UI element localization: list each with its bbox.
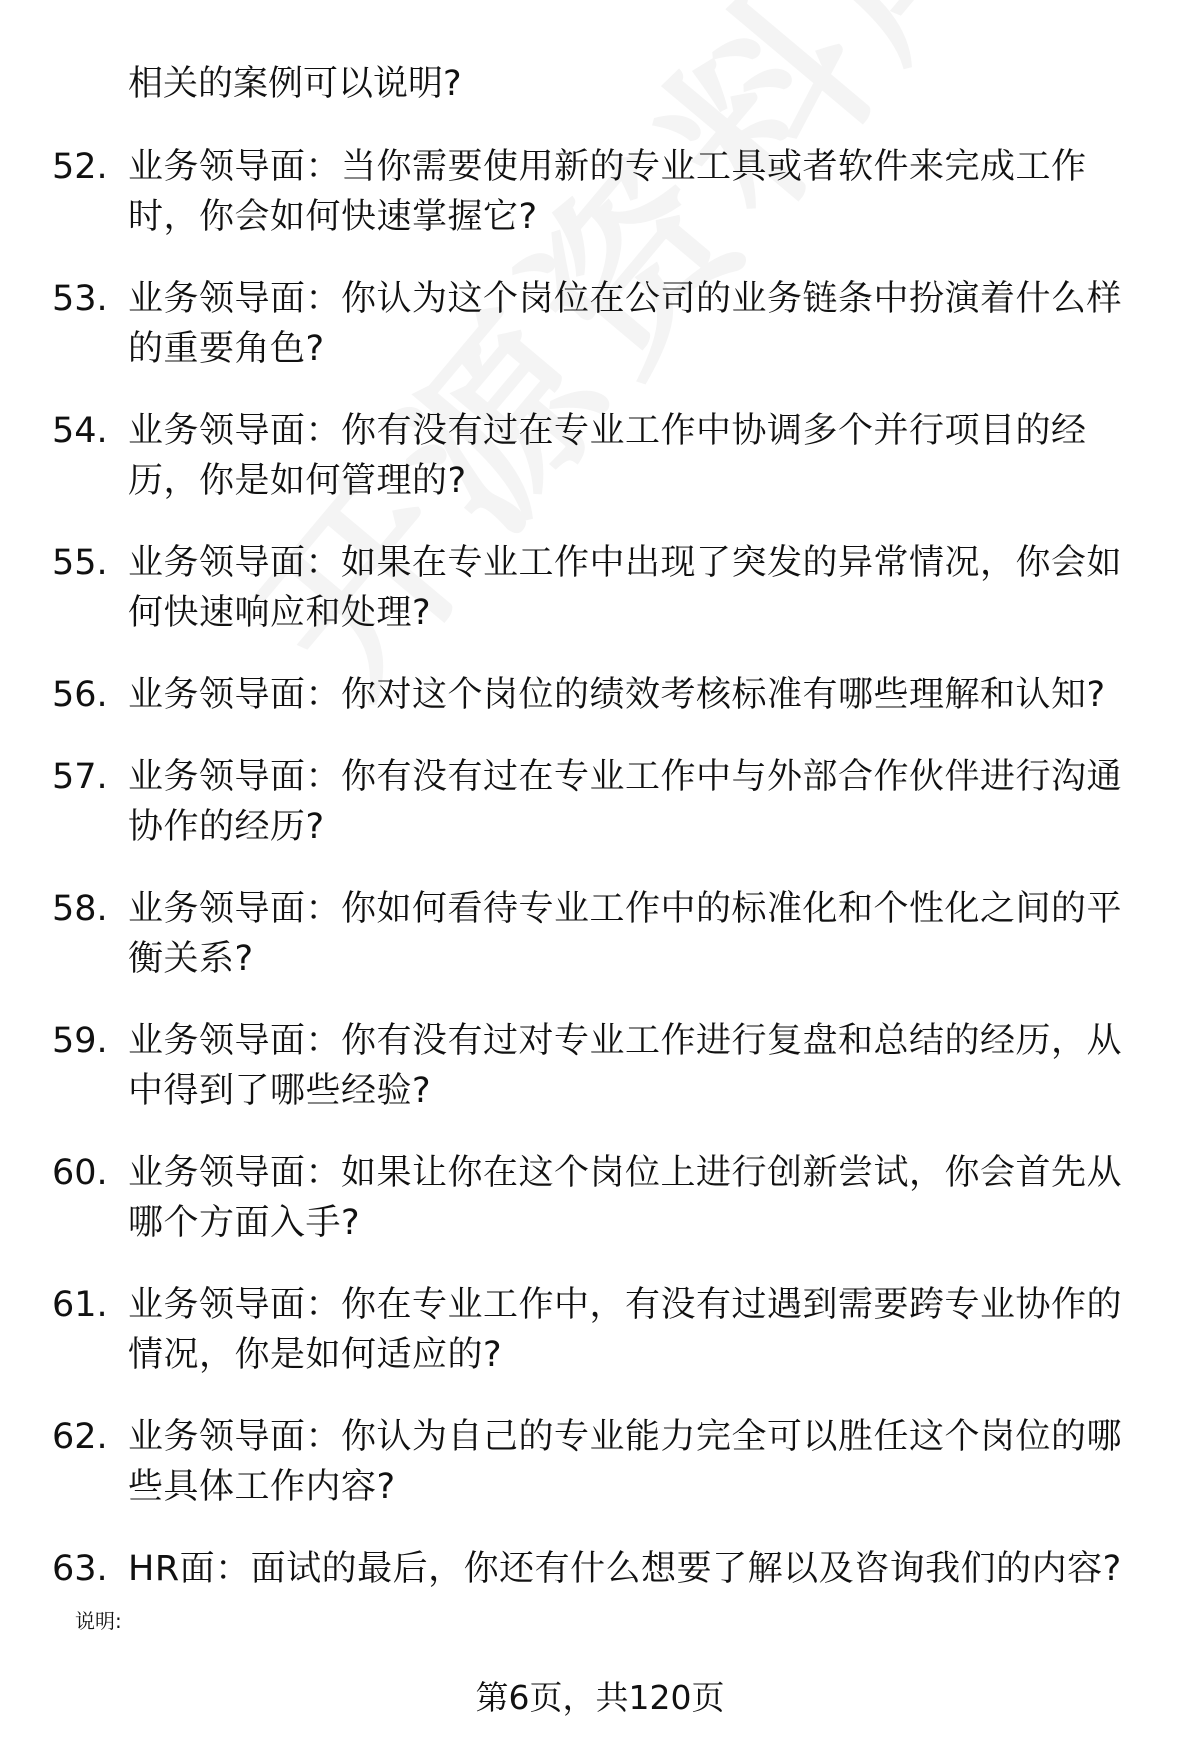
question-item [0, 406, 1200, 506]
question-number: 56. [52, 675, 108, 715]
question-list [0, 58, 1200, 1594]
question-text: 业务领导面：你在专业工作中，有没有过遇到需要跨专业协作的情况，你是如何适应的? [128, 1285, 1123, 1375]
question-item [0, 884, 1200, 984]
question-text: HR面：面试的最后，你还有什么想要了解以及咨询我们的内容? [128, 1549, 1122, 1589]
question-text: 业务领导面：你如何看待专业工作中的标准化和个性化之间的平衡关系? [128, 889, 1123, 979]
question-text: 业务领导面：你认为这个岗位在公司的业务链条中扮演着什么样的重要角色? [128, 279, 1123, 369]
question-item [0, 142, 1200, 242]
continuation-text: 相关的案例可以说明? [128, 64, 462, 104]
question-number: 55. [52, 543, 108, 583]
question-item [0, 752, 1200, 852]
question-number: 58. [52, 889, 108, 929]
question-item [0, 670, 1200, 720]
question-number: 57. [52, 757, 108, 797]
question-item [0, 1280, 1200, 1380]
question-number: 54. [52, 411, 108, 451]
question-number: 61. [52, 1285, 108, 1325]
question-number: 52. [52, 147, 108, 187]
question-text: 业务领导面：你有没有过在专业工作中与外部合作伙伴进行沟通协作的经历? [128, 757, 1123, 847]
question-item [0, 538, 1200, 638]
question-number: 63. [52, 1549, 108, 1589]
question-text: 业务领导面：你对这个岗位的绩效考核标准有哪些理解和认知? [128, 675, 1106, 715]
question-item [0, 1148, 1200, 1248]
question-item [0, 274, 1200, 374]
question-text: 业务领导面：你有没有过对专业工作进行复盘和总结的经历，从中得到了哪些经验? [128, 1021, 1123, 1111]
question-item [0, 1016, 1200, 1116]
note-label: 说明: [75, 1609, 122, 1633]
page-footer: 第6页，共120页 [475, 1678, 725, 1717]
question-item [0, 1544, 1200, 1594]
question-item [0, 1412, 1200, 1512]
question-text: 业务领导面：你有没有过在专业工作中协调多个并行项目的经历，你是如何管理的? [128, 411, 1087, 501]
question-text: 业务领导面：如果在专业工作中出现了突发的异常情况，你会如何快速响应和处理? [128, 543, 1123, 633]
question-text: 业务领导面：你认为自己的专业能力完全可以胜任这个岗位的哪些具体工作内容? [128, 1417, 1123, 1507]
question-text: 业务领导面：当你需要使用新的专业工具或者软件来完成工作时，你会如何快速掌握它? [128, 147, 1087, 237]
question-number: 60. [52, 1153, 108, 1193]
question-number: 62. [52, 1417, 108, 1457]
question-number: 59. [52, 1021, 108, 1061]
question-number: 53. [52, 279, 108, 319]
question-text: 业务领导面：如果让你在这个岗位上进行创新尝试，你会首先从哪个方面入手? [128, 1153, 1123, 1243]
